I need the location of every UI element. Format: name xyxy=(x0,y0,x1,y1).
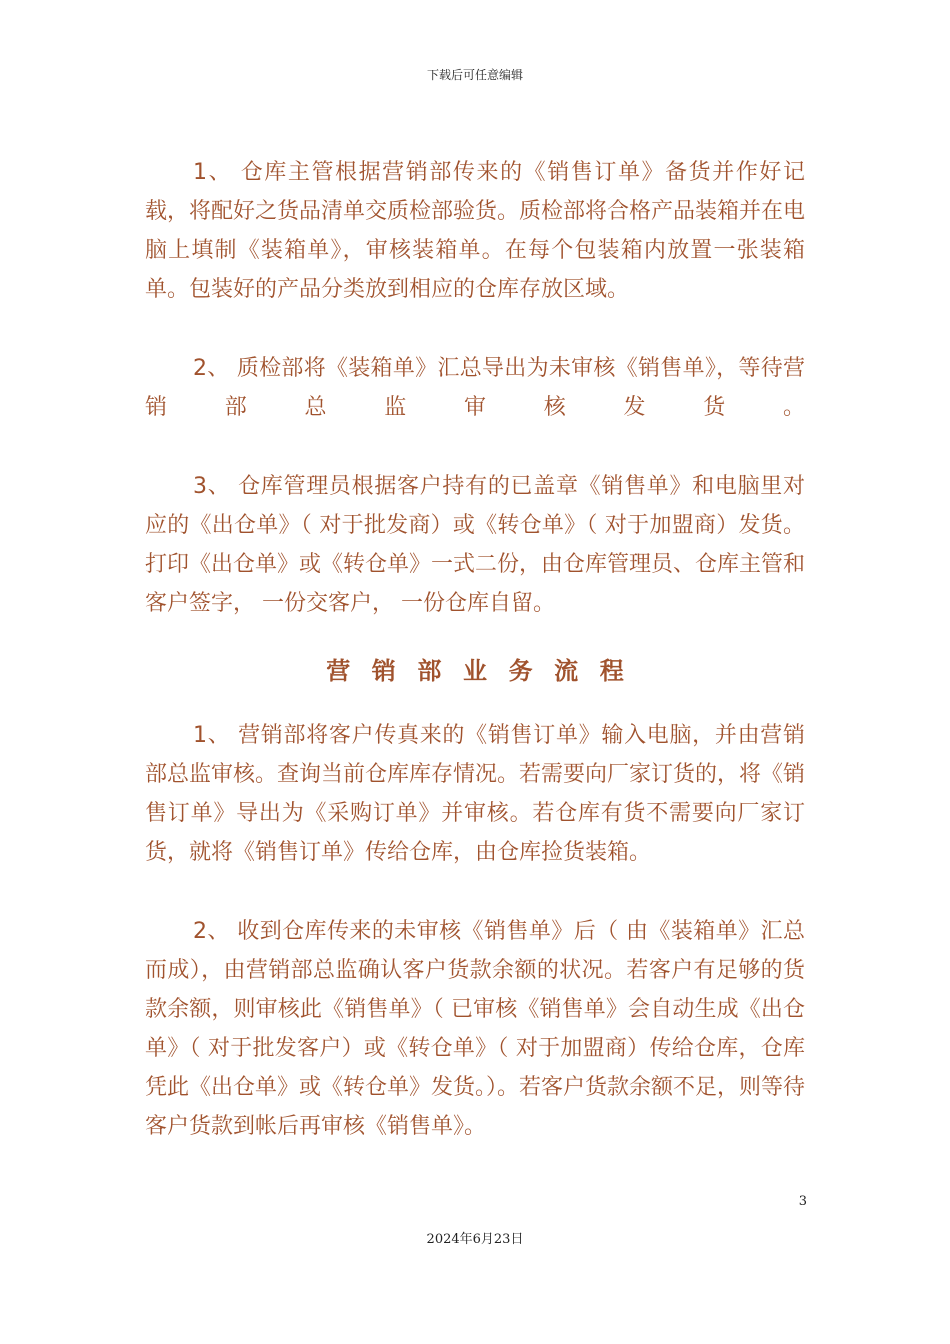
marketing-paragraph-1: 1、 营销部将客户传真来的《销售订单》输入电脑，并由营销部总监审核。查询当前仓库库存情况。若需要向厂家订货的，将《销售订单》导出为《采购订单》并审核。若仓库有货不需要向厂家订货，就将《销售订单》传给仓库，由仓库捡货装箱。 xyxy=(145,723,806,865)
page-header: 下载后可任意编辑 xyxy=(426,68,523,82)
warehouse-paragraph-1: 1、 仓库主管根据营销部传来的《销售订单》备货并作好记载，将配好之货品清单交质检部验货。质检部将合格产品装箱并在电脑上填制《装箱单》，审核装箱单。在每个包装箱内放置一张装箱单。包装好的产品分类放到相应的仓库存放区域。 xyxy=(145,160,806,302)
warehouse-paragraph-3: 3、 仓库管理员根据客户持有的已盖章《销售单》和电脑里对应的《出仓单》（ 对于批发商）或《转仓单》（ 对于加盟商）发货。打印《出仓单》或《转仓单》一式二份，由仓库管理员、仓库主管和客户签字， 一份交客户， 一份仓库自留。 xyxy=(145,474,806,616)
section-title: 营销部业务流程 xyxy=(326,657,646,685)
document-body xyxy=(145,153,805,1186)
warehouse-paragraph-2: 2、 质检部将《装箱单》汇总导出为未审核《销售单》，等待营销部总监审核发货。 xyxy=(145,356,805,420)
footer-date: 2024年6月23日 xyxy=(426,1232,524,1247)
page-number: 3 xyxy=(798,1194,807,1209)
marketing-paragraph-2: 2、 收到仓库传来的未审核《销售单》后（ 由《装箱单》汇总而成），由营销部总监确认客户货款余额的状况。若客户有足够的货款余额，则审核此《销售单》（ 已审核《销售单》会自动生成《出仓单》（ 对于批发客户）或《转仓单》（ 对于加盟商）传给仓库，仓库凭此《出仓单》或《转仓单》发货。）。若客户货款余额不足，则等待客户货款到帐后再审核《销售单》。 xyxy=(145,919,806,1139)
